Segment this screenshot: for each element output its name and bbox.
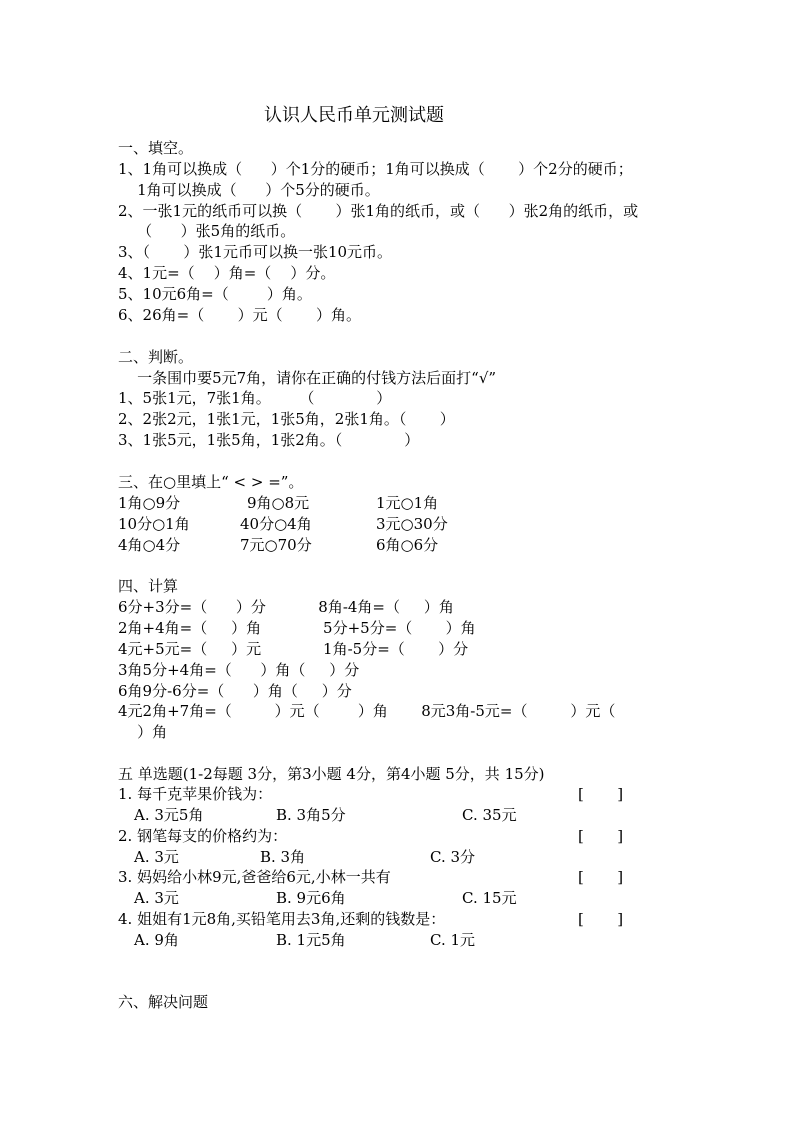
compare-item: 3元○30分 [376,515,448,533]
calc-line: 2角+4角=（ ）角 5分+5分=（ ）角 [118,619,476,637]
answer-bracket: [ ] [578,785,624,803]
option-c: C. 35元 [462,806,517,824]
section-1-line: 5、10元6角=（ ）角。 [118,285,312,303]
question-stem: 4. 姐姐有1元8角,买铅笔用去3角,还剩的钱数是： [118,910,446,928]
option-c: C. 3分 [430,848,476,866]
section-5-heading: 五 单选题(1-2每题 3分，第3小题 4分，第4小题 5分，共 15分) [118,765,545,783]
compare-item: 10分○1角 [118,515,190,533]
option-c: C. 1元 [430,931,476,949]
option-a: A. 3元5角 [134,806,204,824]
section-4-heading: 四、计算 [118,577,179,595]
question-stem: 2. 钢笔每支的价格约为： [118,827,288,845]
calc-line: 4元+5元=（ ）元 1角-5分=（ ）分 [118,640,469,658]
option-a: A. 3元 [134,848,179,866]
option-b: B. 3角5分 [276,806,346,824]
calc-line: 4元2角+7角=（ ）元（ ）角 8元3角-5元=（ ）元（ [118,702,616,720]
compare-item: 1元○1角 [376,494,439,512]
option-a: A. 3元 [134,889,179,907]
section-1-line: 4、1元=（ ）角=（ ）分。 [118,264,336,282]
section-2-line: 3、1张5元，1张5角，1张2角。（ ） [118,431,420,449]
section-3-heading: 三、在○里填上“ < > =”。 [118,473,304,491]
compare-item: 40分○4角 [240,515,312,533]
section-1-line: 1、1角可以换成（ ）个1分的硬币；1角可以换成（ ）个2分的硬币； [118,160,633,178]
calc-line: 6分+3分=（ ）分 8角-4角=（ ）角 [118,598,454,616]
section-1-line: 3、（ ）张1元币可以换一张10元币。 [118,243,393,261]
calc-line: 3角5分+4角=（ ）角（ ）分 [118,661,360,679]
compare-item: 7元○70分 [240,536,312,554]
page-title: 认识人民币单元测试题 [264,105,444,126]
section-1-heading: 一、填空。 [118,139,194,157]
question-stem: 1. 每千克苹果价钱为： [118,785,273,803]
question-stem: 3. 妈妈给小林9元,爸爸给6元,小林一共有 [118,868,391,886]
section-1-line: 2、一张1元的纸币可以换（ ）张1角的纸币，或（ ）张2角的纸币，或 [118,202,639,220]
answer-bracket: [ ] [578,827,624,845]
option-a: A. 9角 [134,931,179,949]
section-2-line: 2、2张2元，1张1元，1张5角，2张1角。（ ） [118,410,455,428]
compare-item: 6角○6分 [376,536,439,554]
section-6-heading: 六、解决问题 [118,993,209,1011]
section-1-line: 1角可以换成（ ）个5分的硬币。 [118,181,380,199]
calc-line: 6角9分-6分=（ ）角（ ）分 [118,682,352,700]
option-b: B. 9元6角 [276,889,346,907]
section-1-line: 6、26角=（ ）元（ ）角。 [118,306,361,324]
compare-item: 4角○4分 [118,536,181,554]
answer-bracket: [ ] [578,910,624,928]
section-2-line: 1、5张1元，7张1角。 （ ） [118,389,392,407]
section-1-line: （ ）张5角的纸币。 [118,222,296,240]
answer-bracket: [ ] [578,868,624,886]
section-2-heading: 二、判断。 [118,348,194,366]
compare-item: 1角○9分 [118,494,181,512]
option-b: B. 3角 [260,848,306,866]
calc-line: ）角 [118,723,168,741]
option-b: B. 1元5角 [276,931,346,949]
compare-item: 9角○8元 [247,494,310,512]
option-c: C. 15元 [462,889,517,907]
section-2-intro: 一条围巾要5元7角，请你在正确的付钱方法后面打“√” [118,369,497,387]
